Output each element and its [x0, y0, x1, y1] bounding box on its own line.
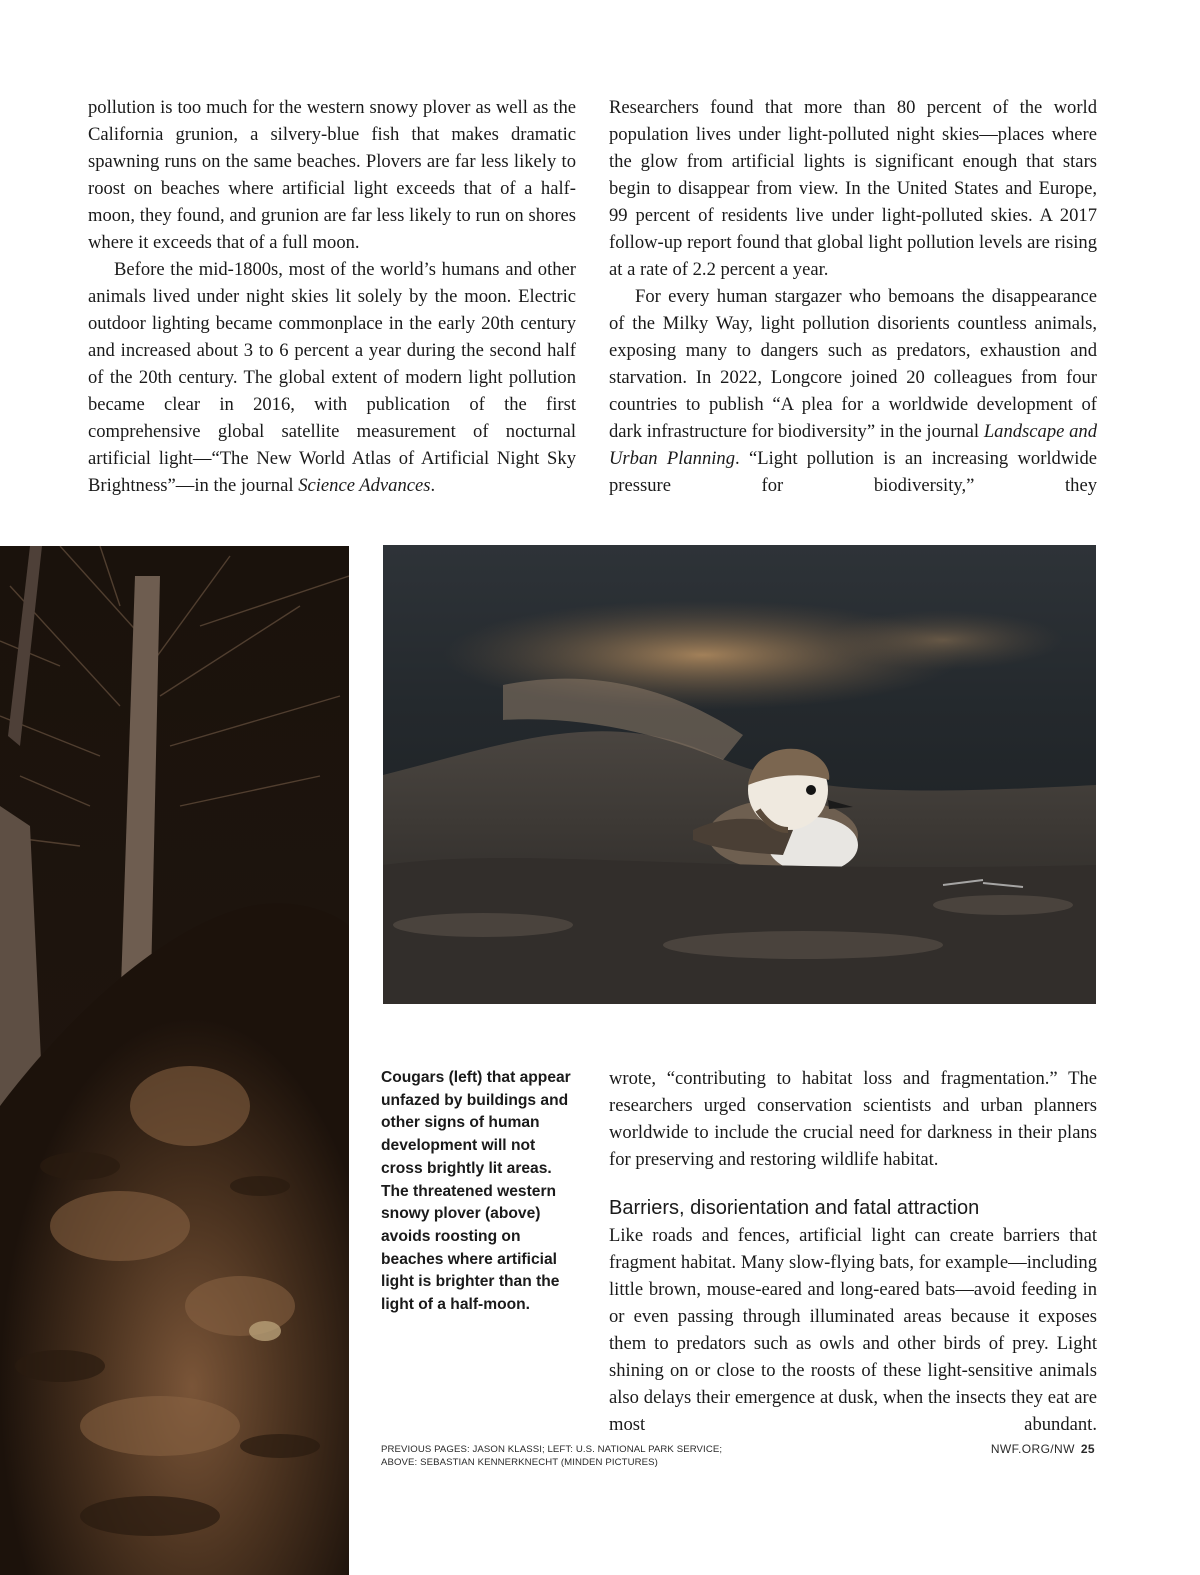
- snowy-plover-photo: [383, 545, 1096, 1004]
- journal-title: Landscape and Urban Planning: [609, 421, 1098, 469]
- cougar-photo: [0, 546, 349, 1575]
- credits-line: PREVIOUS PAGES: JASON KLASSI; LEFT: U.S. NATIONAL PARK SERVICE;: [381, 1444, 723, 1455]
- section-heading: Barriers, disorientation and fatal attraction: [609, 1197, 980, 1219]
- article-column-right-top: [609, 94, 1097, 499]
- body-paragraph: wrote, “contributing to habitat loss and fragmentation.” The researchers urged conservation scientists and urban planners worldwide to include the crucial need for darkness in their plans for preserving and restoring wildlife habitat.: [609, 1068, 1097, 1170]
- site-url: NWF.ORG/NW: [990, 1442, 1075, 1456]
- body-text: For every human stargazer who bemoans the disappearance of the Milky Way, light pollution disorients countless animals, exposing many to dangers such as predators, exhaustion and starvation. In 2022, Longcore joined 20 colleagues from four countries to publish “A plea for a worldwide development of dark infrastructure for biodiversity” in the journal: [609, 286, 1097, 442]
- page-footer: [991, 1442, 1095, 1456]
- body-text: Before the mid-1800s, most of the world’s humans and other animals lived under night skies lit solely by the moon. Electric outdoor lighting became commonplace in the early 20th century and increased about 3 to 6 percent a year during the second half of the 20th century. The global extent of modern light pollution became clear in 2016, with publication of the first comprehensive global satellite measurement of nocturnal artificial light—“The New World Atlas of Artificial Night Sky Brightness”—in the journal: [88, 259, 576, 496]
- page-number: 25: [1080, 1442, 1095, 1456]
- body-paragraph: Like roads and fences, artificial light can create barriers that fragment habitat. Many slow-flying bats, for example—including little brown, mouse-eared and long-eared bats—avoid feeding in or even passing through illuminated areas because it exposes them to predators such as owls and other birds of prey. Light shining on or close to the roosts of these light-sensitive animals also delays their emergence at dusk, when the insects they eat are most abundant.: [609, 1225, 1097, 1435]
- body-paragraph: [88, 256, 576, 499]
- article-column-left-top: [88, 94, 576, 499]
- body-paragraph: [609, 283, 1097, 499]
- body-paragraph: Researchers found that more than 80 percent of the world population lives under light-polluted night skies—places where the glow from artificial lights is significant enough that stars begin to disappear from view. In the United States and Europe, 99 percent of residents live under light-polluted skies. A 2017 follow-up report found that global light pollution levels are rising at a rate of 2.2 percent a year.: [609, 97, 1097, 280]
- article-column-right-bottom: [609, 1065, 1097, 1438]
- body-text: . “Light pollution is an increasing worldwide pressure for biodiversity,” they: [609, 448, 1097, 496]
- body-text: .: [430, 475, 436, 496]
- photo-credits: [381, 1443, 801, 1469]
- journal-title: Science Advances: [298, 475, 431, 496]
- photo-caption: Cougars (left) that appear unfazed by buildings and other signs of human development will not cross brightly lit areas. The threatened western snowy plover (above) avoids roosting on beaches where artificial light is brighter than the light of a half-moon.: [381, 1069, 571, 1314]
- body-paragraph: pollution is too much for the western snowy plover as well as the California grunion, a silvery-blue fish that makes dramatic spawning runs on the same beaches. Plovers are far less likely to roost on beaches where artificial light exceeds that of a half-moon, they found, and grunion are far less likely to run on shores where it exceeds that of a full moon.: [88, 97, 576, 253]
- credits-line: ABOVE: SEBASTIAN KENNERKNECHT (MINDEN PICTURES): [381, 1457, 658, 1468]
